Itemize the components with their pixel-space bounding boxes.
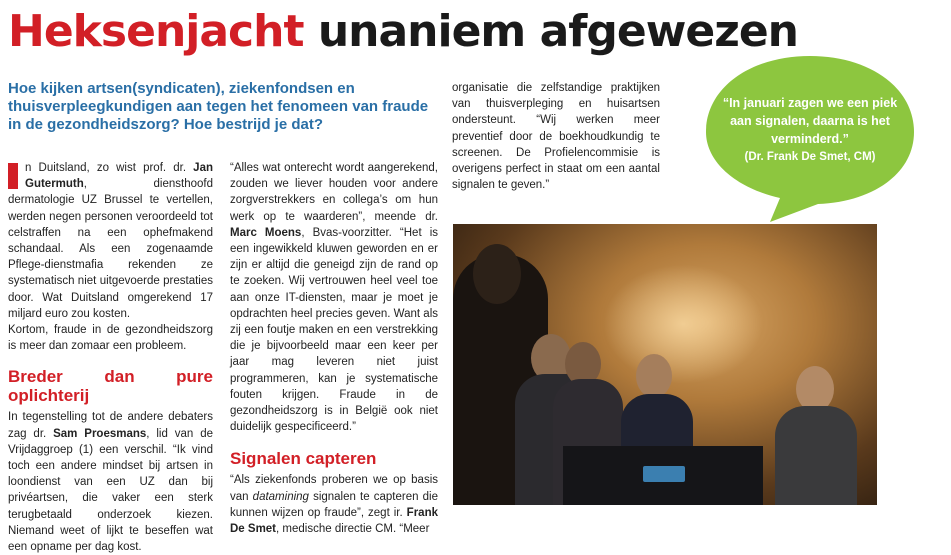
person-name: Frank De Smet (230, 506, 438, 536)
panel-photo (453, 224, 877, 505)
quote-bubble (700, 50, 920, 225)
person-name: Jan Gutermuth (25, 162, 213, 191)
article-column-3 (452, 80, 660, 193)
subheading: Breder dan pure oplichterij (8, 367, 213, 406)
body-paragraph: Kortom, fraude in de gezondheidszorg is meer dan zomaar een probleem. (8, 324, 213, 353)
article-column-2 (230, 160, 438, 537)
headline-accent: Heksenjacht (8, 6, 304, 57)
quote-text: “In januari zagen we een piek aan signalen, daarna is het verminderd.” (722, 96, 898, 146)
quote-attribution: (Dr. Frank De Smet, CM) (744, 151, 876, 163)
person-name: Marc Moens (230, 226, 302, 239)
intro-paragraph: I n Duitsland, zo wist prof. dr. Jan Gutermuth, diensthoofd dermatologie UZ Brussel te vertellen, werden negen personen veroordeeld tot celstraffen na een ophefmakend schandaal. Als een zogenaamde Pflege-dienstmafia rekenden ze systematisch niet uitgevoerde prestaties door. Wat Duitsland omgerekend 17 miljard euro zou kosten. (8, 162, 213, 320)
lead-paragraph: Hoe kijken artsen(syndicaten), ziekenfondsen en thuisverpleegkundigen aan tegen het fenomeen van fraude in de gezondheidszorg? Hoe bestrijd je dat? (8, 80, 429, 133)
emphasis: datamining (252, 490, 309, 503)
headline-rest: unaniem afgewezen (303, 6, 799, 57)
body-paragraph: “Alles wat onterecht wordt aangerekend, zouden we liever houden voor andere zorgverstrekkers en collega’s om hun werk op te waarderen”, meende dr. Marc Moens, Bvas-voorzitter. “Het is een ingewikkeld kluwen geworden en er zijn er altijd die geneigd zijn de rand op te zoeken. Wij vertrouwen heel veel toe aan onze IT-diensten, maar je moet je opdrachten heel precies geven. Want als zij een foutje maken en een verstrekking die je bijvoorbeeld maar een keer per jaar mag leveren niet juist programmeren, kan je systematische fouten krijgen. Fraude in de gezondheidszorg is in België ook niet duidelijk gespecificeerd.” (230, 162, 439, 434)
body-paragraph: “Als ziekenfonds proberen we op basis van datamining signalen te capteren die kunnen wijzen op fraude”, zegt ir. Frank De Smet, medische directie CM. “Meer (230, 474, 438, 536)
pull-quote (714, 94, 906, 166)
table-banner (643, 466, 685, 482)
person-name: Sam Proesmans (53, 427, 147, 440)
article-column-1 (8, 160, 213, 555)
body-paragraph: In tegenstelling tot de andere debaters zag dr. Sam Proesmans, lid van de Vrijdaggroep (1) een verschil. “Ik vind toch een andere mindset bij artsen in loondienst van een UZ dan bij privéartsen, die vaker een sterk terugbetaald onderzoek kiezen. Niemand weet of lijkt te beseffen wat een opname per dag kost. (8, 411, 213, 554)
person-silhouette (473, 244, 521, 304)
person-silhouette (775, 406, 857, 505)
headline (8, 4, 798, 60)
body-paragraph: organisatie die zelfstandige praktijken van thuisverpleging en huisartsen ondersteunt. “Wij werken meer preventief door de boekhoudkundig te screenen. De Profielencommisie is overigens perfect in staat om een aantal signalen te geven.” (452, 82, 660, 192)
subheading: Signalen capteren (230, 449, 377, 469)
drop-cap: I (8, 163, 18, 189)
person-silhouette (636, 354, 672, 398)
